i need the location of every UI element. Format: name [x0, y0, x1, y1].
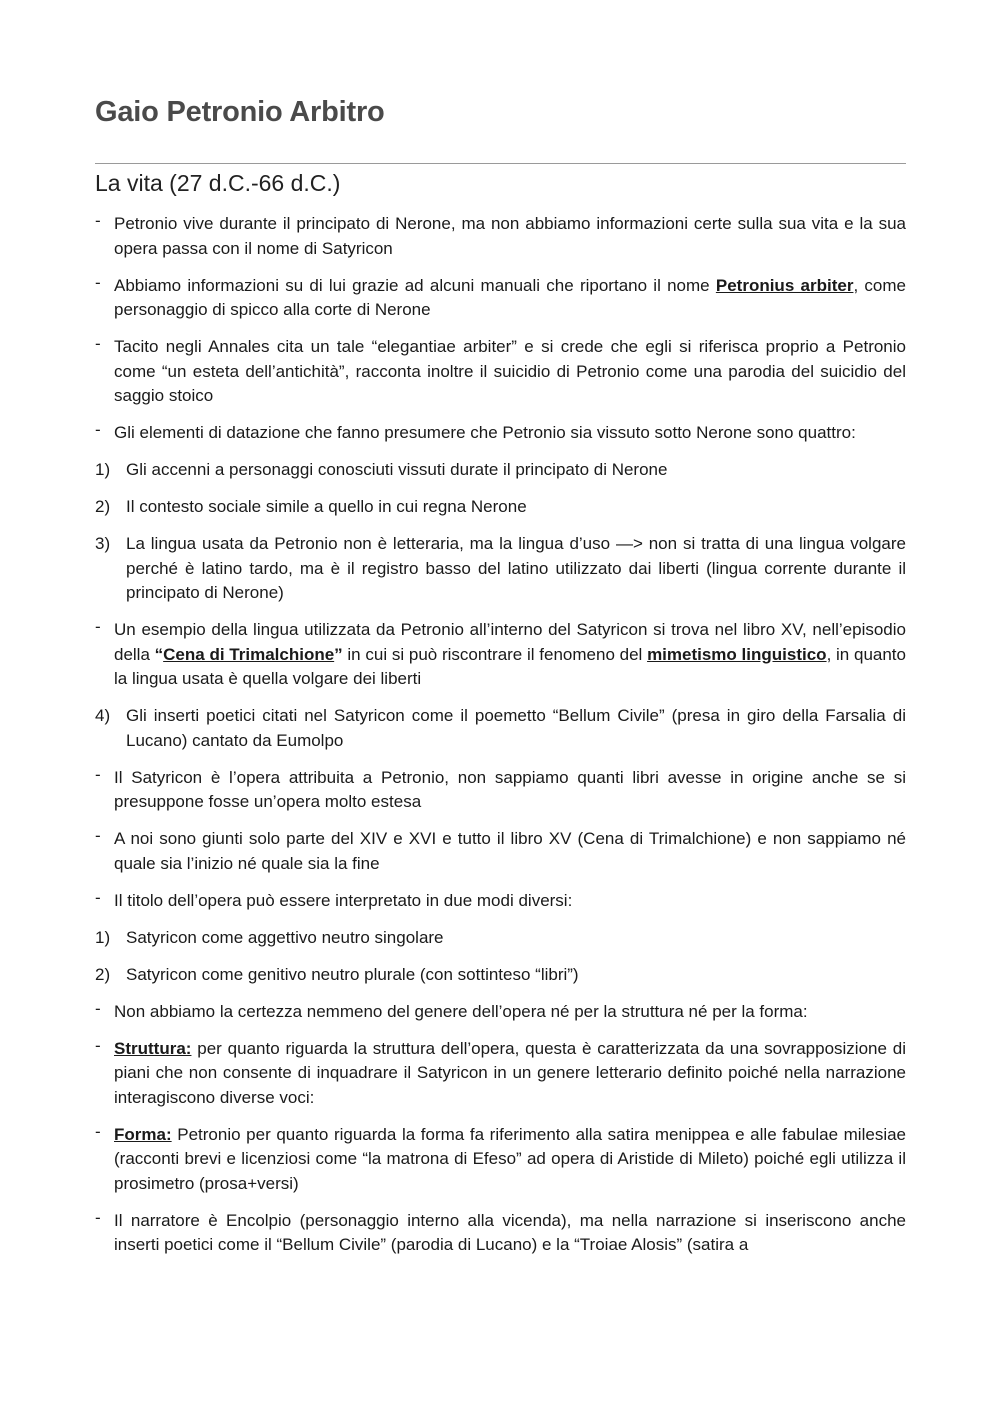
item-number: 2) — [95, 497, 111, 516]
text-segment: Non abbiamo la certezza nemmeno del genere dell’opera né per la struttura né per la forma: — [114, 1001, 808, 1021]
item-number: 4) — [95, 706, 111, 725]
text-segment: Petronio per quanto riguarda la forma fa riferimento alla satira menippea e alle fabulae milesiae (racconti brevi e licenziosi come “la matrona di Efeso” ad opera di Aristide di Mileto) poiché egli utilizza il prosimetro (prosa+versi) — [114, 1124, 906, 1193]
bullet-dash: - — [95, 272, 101, 292]
item-text — [126, 497, 527, 516]
title-divider — [95, 163, 906, 164]
text-segment: Satyricon come aggettivo neutro singolare — [126, 927, 444, 947]
bullet-item — [95, 1037, 906, 1111]
text-segment: Tacito negli Annales cita un tale “elegantiae arbiter” e si crede che egli si riferisca proprio a Petronio come “un esteta dell’antichità”, racconta inoltre il suicidio di Petronio come una parodia del suicidio del saggio stoico — [114, 337, 906, 405]
text-segment: Satyricon come genitivo neutro plurale (con sottinteso “libri”) — [126, 964, 579, 984]
text-segment: Gli elementi di datazione che fanno presumere che Petronio sia vissuto sotto Nerone sono quattro: — [114, 423, 856, 442]
bullet-dash: - — [95, 334, 101, 353]
bullet-item — [95, 766, 906, 815]
document-body — [95, 212, 906, 1270]
item-text — [114, 1125, 906, 1193]
bullet-item — [95, 421, 906, 446]
bullet-dash: - — [95, 1207, 101, 1227]
bullet-item — [95, 889, 906, 914]
text-segment: A noi sono giunti solo parte del XIV e XVI e tutto il libro XV (Cena di Trimalchione) e non sappiamo né quale sia l’inizio né quale sia la fine — [114, 829, 906, 873]
document-title: Gaio Petronio Arbitro — [95, 96, 385, 128]
bullet-dash: - — [95, 764, 101, 784]
numbered-item — [95, 963, 906, 988]
bullet-dash: - — [95, 826, 101, 845]
item-text — [126, 460, 667, 479]
text-segment: Il contesto sociale simile a quello in cui regna Nerone — [126, 497, 527, 516]
bullet-item — [95, 1000, 906, 1025]
text-segment: in cui si può riscontrare il fenomeno del — [342, 644, 648, 664]
emphasized-term: Petronius arbiter — [715, 275, 854, 295]
item-text — [114, 829, 906, 873]
text-segment: Abbiamo informazioni su di lui grazie ad alcuni manuali che riportano il nome — [114, 275, 716, 295]
text-segment: Il narratore è Encolpio (personaggio interno alla vicenda), ma nella narrazione si inseriscono anche inserti poetici come il “Bellum Civile” (parodia di Lucano) e la “Troiae Alosis” (satira a — [114, 1210, 906, 1254]
item-text — [114, 1002, 808, 1021]
item-text — [114, 337, 906, 405]
item-text — [126, 965, 579, 984]
bold-quote-mark: “ — [154, 644, 164, 664]
item-text — [114, 1039, 906, 1107]
emphasized-term: Cena di Trimalchione — [163, 644, 335, 664]
bullet-dash: - — [95, 420, 101, 439]
item-text — [126, 706, 906, 750]
bullet-item — [95, 274, 906, 323]
item-text — [126, 928, 444, 947]
item-number: 1) — [95, 927, 111, 947]
text-segment: , in quanto la lingua usata è quella volgare dei liberti — [114, 644, 906, 688]
item-text — [114, 768, 906, 812]
text-segment: , come personaggio di spicco alla corte di Nerone — [114, 275, 906, 319]
bullet-dash: - — [95, 211, 101, 230]
bullet-dash: - — [95, 1035, 101, 1055]
numbered-item — [95, 532, 906, 606]
bullet-dash: - — [95, 617, 101, 636]
item-text — [114, 891, 572, 910]
numbered-item — [95, 458, 906, 483]
bullet-item — [95, 618, 906, 692]
bullet-item — [95, 1123, 906, 1197]
text-segment: Un esempio della lingua utilizzata da Petronio all’interno del Satyricon si trova nel libro XV, nell’episodio della — [114, 620, 906, 664]
item-text — [114, 423, 856, 442]
bullet-item — [95, 827, 906, 876]
bullet-dash: - — [95, 1121, 101, 1141]
item-text — [126, 534, 906, 602]
bold-quote-mark: ” — [334, 644, 343, 664]
emphasized-term: mimetismo linguistico — [647, 644, 827, 664]
item-number: 2) — [95, 964, 111, 984]
text-segment: per quanto riguarda la struttura dell’opera, questa è caratterizzata da una sovrapposizione di piani che non consente di inquadrare il Satyricon in un genere letterario definito poiché nella narrazione interagiscono diverse voci: — [114, 1038, 906, 1107]
emphasized-term: Forma: — [114, 1124, 172, 1144]
numbered-item — [95, 495, 906, 520]
bullet-dash: - — [95, 887, 101, 907]
text-segment: Gli inserti poetici citati nel Satyricon come il poemetto “Bellum Civile” (presa in giro della Farsalia di Lucano) cantato da Eumolpo — [126, 706, 906, 750]
item-text — [114, 620, 906, 688]
numbered-item — [95, 704, 906, 753]
text-segment: Il titolo dell’opera può essere interpretato in due modi diversi: — [114, 890, 573, 910]
item-text — [114, 276, 906, 320]
text-segment: Petronio vive durante il principato di Nerone, ma non abbiamo informazioni certe sulla sua vita e la sua opera passa con il nome di Satyricon — [114, 214, 906, 258]
bullet-dash: - — [95, 998, 101, 1018]
section-heading: La vita (27 d.C.-66 d.C.) — [95, 170, 341, 196]
item-text — [114, 214, 906, 258]
text-segment: La lingua usata da Petronio non è letteraria, ma la lingua d’uso —> non si tratta di una lingua volgare perché è latino tardo, ma è il registro basso del latino utilizzato dai liberti (lingua corrente durante il principato di Nerone) — [126, 534, 906, 602]
bullet-item — [95, 335, 906, 409]
bullet-item — [95, 1209, 906, 1258]
text-segment: Il Satyricon è l’opera attribuita a Petronio, non sappiamo quanti libri avesse in origine anche se si presuppone fosse un’opera molto estesa — [114, 767, 906, 811]
item-number: 3) — [95, 534, 111, 553]
emphasized-term: Struttura: — [114, 1038, 192, 1058]
item-text — [114, 1211, 906, 1255]
text-segment: Gli accenni a personaggi conosciuti vissuti durate il principato di Nerone — [126, 460, 668, 479]
bullet-item — [95, 212, 906, 261]
item-number: 1) — [95, 460, 111, 479]
numbered-item — [95, 926, 906, 951]
